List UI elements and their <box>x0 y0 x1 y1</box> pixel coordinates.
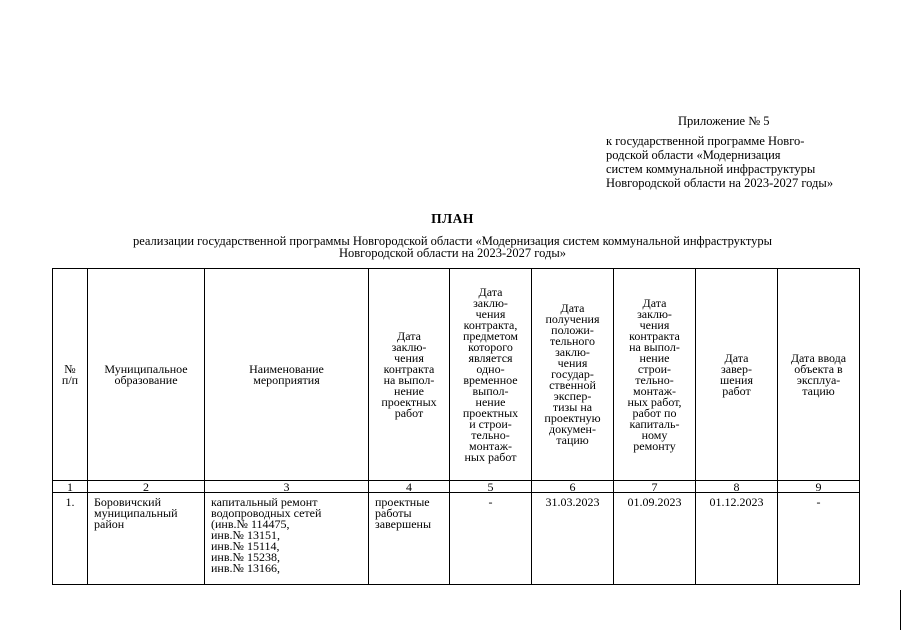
header-cell <box>53 269 88 481</box>
header-line: шения <box>720 372 753 387</box>
header-line: выпол- <box>472 383 509 398</box>
municipality-cell <box>88 493 205 585</box>
header-line: экспер- <box>553 389 592 403</box>
appendix-line: к государственной программе Новго- <box>606 134 805 148</box>
header-line: строи- <box>637 361 672 376</box>
header-line: которого <box>468 339 513 354</box>
appendix-title: Приложение № 5 <box>678 114 770 128</box>
combined-contract-cell: - <box>450 493 532 585</box>
appendix-line: систем коммунальной инфраструктуры <box>606 162 816 176</box>
header-line: работ <box>394 405 424 420</box>
header-line: контракта <box>383 361 435 376</box>
header-line: тацию <box>556 433 589 447</box>
plan-title: ПЛАН <box>431 211 474 226</box>
header-line: контракта <box>629 328 680 343</box>
header-line: проектную <box>544 411 601 425</box>
header-line: Дата <box>478 284 503 299</box>
cell-line: работы <box>375 506 412 520</box>
column-number: 1 <box>53 481 88 493</box>
cell-line: район <box>94 517 125 531</box>
column-number: 5 <box>450 481 532 493</box>
header-cell <box>614 269 696 481</box>
header-cell <box>532 269 614 481</box>
construction-contract-cell: 01.09.2023 <box>614 493 696 585</box>
column-number: 9 <box>778 481 860 493</box>
header-line: заклю- <box>555 345 590 359</box>
table-header-row <box>53 269 860 481</box>
header-line: капиталь- <box>629 416 680 431</box>
column-number: 4 <box>369 481 450 493</box>
appendix-line: Новгородской области на 2023-2027 годы» <box>606 176 834 190</box>
cell-line: завершены <box>375 517 432 531</box>
header-line: работ <box>722 383 751 398</box>
column-number-row <box>53 481 860 493</box>
header-line: получения <box>545 312 600 326</box>
cell-line: водопроводных сетей <box>211 506 322 520</box>
header-line: временное <box>463 372 518 387</box>
header-line: проектных <box>381 394 437 409</box>
header-line: тельного <box>549 334 596 348</box>
column-number: 6 <box>532 481 614 493</box>
header-line: мероприятия <box>253 372 320 387</box>
header-line: тизы на <box>552 400 593 414</box>
cell-line: инв.№ 15114, <box>211 539 280 553</box>
cell-line: инв.№ 13151, <box>211 528 280 542</box>
header-line: ственной <box>549 378 596 392</box>
cell-line: капитальный ремонт <box>211 495 318 509</box>
header-line: тельно- <box>471 427 510 442</box>
header-cell <box>450 269 532 481</box>
plan-subtitle-line: Новгородской области на 2023-2027 годы» <box>338 246 567 260</box>
header-line: является <box>468 350 513 365</box>
header-line: проектных <box>462 405 519 420</box>
header-line: работ по <box>632 405 677 420</box>
cell-line: (инв.№ 114475, <box>211 517 290 531</box>
header-line: положи- <box>551 323 594 337</box>
header-line: Дата ввода <box>790 350 847 365</box>
cell-line: проектные <box>375 495 430 509</box>
header-line: предметом <box>462 328 519 343</box>
header-line: Дата <box>724 350 749 365</box>
header-line: тельно- <box>635 372 674 387</box>
cell-line: инв.№ 13166, <box>211 561 280 575</box>
cell-line: Боровичский <box>94 495 162 509</box>
expertise-date-cell: 31.03.2023 <box>532 493 614 585</box>
commissioning-date-cell: - <box>778 493 860 585</box>
header-line: Муниципальное <box>104 361 188 376</box>
header-line: эксплуа- <box>796 372 841 387</box>
header-line: № <box>64 361 76 376</box>
header-line: и строи- <box>469 416 512 431</box>
header-line: нение <box>394 383 424 398</box>
header-line: Дата <box>560 301 585 315</box>
header-cell <box>205 269 369 481</box>
row-number: 1. <box>53 493 88 585</box>
header-line: ремонту <box>633 438 676 453</box>
appendix-line: родской области «Модернизация <box>606 148 781 162</box>
header-line: ному <box>641 427 668 442</box>
header-line: п/п <box>61 372 79 387</box>
header-line: образование <box>114 372 178 387</box>
header-line: нение <box>475 394 506 409</box>
header-cell <box>696 269 778 481</box>
header-line: чения <box>394 350 424 365</box>
header-cell <box>778 269 860 481</box>
column-number: 2 <box>88 481 205 493</box>
header-cell <box>88 269 205 481</box>
plan-table <box>52 268 860 585</box>
header-line: на выпол- <box>383 372 435 387</box>
header-line: Наименование <box>249 361 324 376</box>
header-line: заклю- <box>391 339 427 354</box>
header-line: ных работ <box>464 449 517 464</box>
header-line: Дата <box>642 295 667 310</box>
cell-line: инв.№ 15238, <box>211 550 280 564</box>
completion-date-cell: 01.12.2023 <box>696 493 778 585</box>
table-row <box>53 493 860 585</box>
header-line: чения <box>475 306 506 321</box>
appendix-block <box>606 114 876 190</box>
event-cell <box>205 493 369 585</box>
header-line: докумен- <box>549 422 596 436</box>
header-line: тацию <box>802 383 835 398</box>
column-number: 8 <box>696 481 778 493</box>
header-line: нение <box>639 350 670 365</box>
header-line: завер- <box>721 361 752 376</box>
header-line: заклю- <box>473 295 508 310</box>
header-line: чения <box>557 356 588 370</box>
plan-subtitle <box>40 235 865 259</box>
header-line: контракта, <box>463 317 518 332</box>
column-number: 3 <box>205 481 369 493</box>
header-line: государ- <box>551 367 594 381</box>
header-line: объекта в <box>794 361 843 376</box>
column-number: 7 <box>614 481 696 493</box>
header-line: одно- <box>476 361 505 376</box>
header-line: Дата <box>397 328 421 343</box>
header-line: ных работ, <box>627 394 682 409</box>
header-cell <box>369 269 450 481</box>
page-edge-mark <box>900 590 901 630</box>
plan-subtitle-line: реализации государственной программы Новгородской области «Модернизация систем коммунальной инфраструктуры <box>132 234 773 248</box>
cell-line: муниципальный <box>94 506 178 520</box>
header-line: на выпол- <box>629 339 680 354</box>
header-line: чения <box>639 317 670 332</box>
header-line: монтаж- <box>632 383 677 398</box>
design-contract-cell <box>369 493 450 585</box>
header-line: монтаж- <box>468 438 513 453</box>
header-line: заклю- <box>637 306 672 321</box>
